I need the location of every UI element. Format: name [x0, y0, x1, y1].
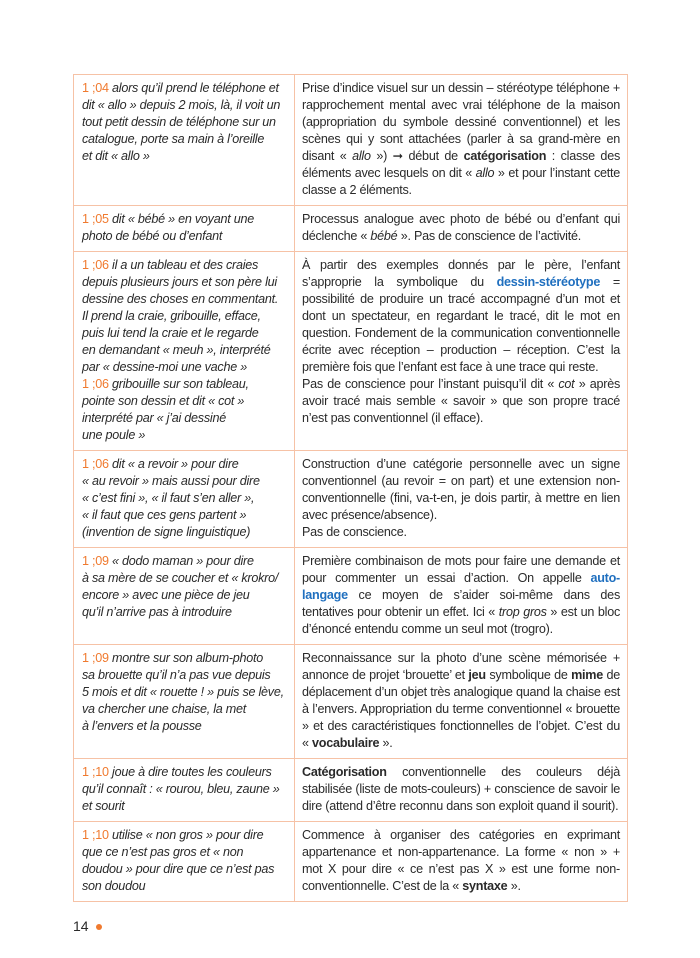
text: Prise d’indice visuel sur un dessin – stéréotype téléphone + rapprochement mental avec vrai téléphone de la maison (appropriation du symbole dessiné conventionnel) et les scènes qui y sont attachées (parler à sa grand-mère en disant «: [302, 81, 620, 163]
text: symbolique de: [485, 668, 572, 682]
age-label: 1 ;09: [82, 554, 113, 568]
text: ») ➞ début de: [370, 149, 464, 163]
italic-text: trop gros: [498, 605, 547, 619]
bold-term: catégorisation: [463, 149, 547, 163]
italic-text: allo: [475, 166, 495, 180]
analysis-cell: [295, 206, 628, 252]
text: ». Pas de conscience de l’activité.: [397, 229, 581, 243]
text: : classe des éléments avec lesquels on dit «: [302, 149, 620, 180]
text: » est un bloc d’énoncé entendu comme un seul mot (trogro).: [302, 605, 620, 636]
text: Construction d’une catégorie personnelle avec un signe conventionnel (au revoir = on part) et une extension non-conventionnelle (fini, va-t-en, je dois partir, à mettre en lien avec présence/absence). Pas de conscience.: [302, 457, 620, 539]
age-label: 1 ;10: [82, 765, 113, 779]
age-label: 1 ;09: [82, 651, 113, 665]
table-row: [74, 759, 628, 822]
age-label: 1 ;06: [82, 457, 113, 471]
page-number: 14: [73, 918, 89, 934]
text: de déplacement d’un objet très analogique quand la chaise est à l’envers. Appropriation du terme conventionnel « brouette » et des caractéristiques fonctionnelles de l’objet. C’est du «: [302, 668, 620, 750]
analysis-cell: [295, 548, 628, 645]
observation-cell: [74, 75, 295, 206]
text: conventionnelle des couleurs déjà stabilisée (liste de mots-couleurs) + conscience de savoir le dire (attend d’être reconnu dans son exploit quand il sourit).: [302, 765, 620, 813]
table-row: [74, 822, 628, 902]
text: Processus analogue avec photo de bébé ou d’enfant qui déclenche «: [302, 212, 620, 243]
italic-text: dit « bébé » en voyant une photo de bébé ou d’enfant: [82, 212, 254, 243]
keyword-term: auto-langage: [302, 571, 620, 602]
table-row: [74, 645, 628, 759]
analysis-cell: [295, 759, 628, 822]
italic-text: cot: [558, 377, 575, 391]
table-body: [74, 75, 628, 902]
text: ».: [379, 736, 393, 750]
table-row: [74, 206, 628, 252]
bold-term: mime: [571, 668, 603, 682]
table-row: [74, 548, 628, 645]
italic-text: montre sur son album-photo sa brouette qu’il n’a pas vue depuis 5 mois et dit « rouette ! » puis se lève, va chercher une chaise, la met à l’envers et la pousse: [82, 651, 284, 733]
age-label: 1 ;10: [82, 828, 113, 842]
italic-text: utilise « non gros » pour dire que ce n’est pas gros et « non doudou » pour dire que ce n’est pas son doudou: [82, 828, 275, 893]
bold-term: syntaxe: [462, 879, 508, 893]
italic-text: « dodo maman » pour dire à sa mère de se coucher et « krokro/ encore » avec une pièce de jeu qu’il n’arrive pas à introduire: [82, 554, 279, 619]
page-footer: [73, 918, 102, 934]
age-label: 1 ;06: [82, 377, 113, 391]
table-row: [74, 451, 628, 548]
text: Première combinaison de mots pour faire une demande et pour commenter un essai d’action. On appelle: [302, 554, 620, 585]
analysis-cell: [295, 822, 628, 902]
italic-text: allo: [352, 149, 371, 163]
observation-cell: [74, 759, 295, 822]
bold-term: Catégorisation: [302, 765, 387, 779]
bullet-dot-icon: [96, 924, 102, 930]
italic-text: gribouille sur son tableau, pointe son dessin et dit « cot » interprété par « j’ai dessiné une poule »: [82, 377, 249, 442]
text: » et pour l’instant cette classe a 2 éléments.: [302, 166, 621, 197]
italic-text: alors qu’il prend le téléphone et dit « allo » depuis 2 mois, là, il voit un tout petit dessin de téléphone sur un catalogue, porte sa main à l’oreille et dit « allo »: [82, 81, 281, 163]
text: = possibilité de produire un tracé accompagné d’un mot et dont un spectateur, en regardant le tracé, dit le mot en question. Fondement de la communication conventionnelle écrite avec réception – production – réception. C’est la première fois que l’enfant est face à une trace qui reste. Pas de conscience pour l’instant puisqu’il dit «: [302, 275, 621, 391]
text: » après avoir tracé mais semble « savoir » que son propre tracé n’est pas conventionnel (il efface).: [302, 377, 620, 425]
italic-text: joue à dire toutes les couleurs qu’il connaît : « rourou, bleu, zaune » et sourit: [82, 765, 280, 813]
analysis-cell: [295, 75, 628, 206]
analysis-cell: [295, 645, 628, 759]
text: Reconnaissance sur la photo d’une scène mémorisée + annonce de projet ‘brouette’ et: [302, 651, 620, 682]
age-label: 1 ;04: [82, 81, 113, 95]
table-row: [74, 75, 628, 206]
italic-text: il a un tableau et des craies depuis plusieurs jours et son père lui dessine des choses en commentant. Il prend la craie, gribouille, efface, puis lui tend la craie et le regarde en demandant « meuh », interprété par « dessine-moi une vache »: [82, 258, 279, 374]
table-row: [74, 252, 628, 451]
italic-text: bébé: [370, 229, 398, 243]
age-label: 1 ;05: [82, 212, 113, 226]
italic-text: dit « a revoir » pour dire « au revoir » mais aussi pour dire « c’est fini », « il faut s’en aller », « il faut que ces gens partent » (invention de signe linguistique): [82, 457, 260, 539]
text: Commence à organiser des catégories en exprimant appartenance et non-appartenance. La forme « non » + mot X pour dire « ce n’est pas X » est une forme non-conventionnelle. C’est de la «: [302, 828, 620, 893]
development-table: [73, 74, 628, 902]
observation-cell: [74, 548, 295, 645]
bold-term: vocabulaire: [312, 736, 380, 750]
text: À partir des exemples donnés par le père, l’enfant s’approprie la symbolique du: [302, 258, 620, 289]
analysis-cell: [295, 252, 628, 451]
age-label: 1 ;06: [82, 258, 113, 272]
observation-cell: [74, 451, 295, 548]
text: ce moyen de s’aider soi-même dans des tentatives pour obtenir un effet. Ici «: [302, 588, 620, 619]
keyword-term: dessin-stéréotype: [496, 275, 601, 289]
observation-cell: [74, 822, 295, 902]
observation-cell: [74, 645, 295, 759]
observation-cell: [74, 206, 295, 252]
text: ».: [507, 879, 521, 893]
bold-term: jeu: [468, 668, 486, 682]
observation-cell: [74, 252, 295, 451]
analysis-cell: [295, 451, 628, 548]
